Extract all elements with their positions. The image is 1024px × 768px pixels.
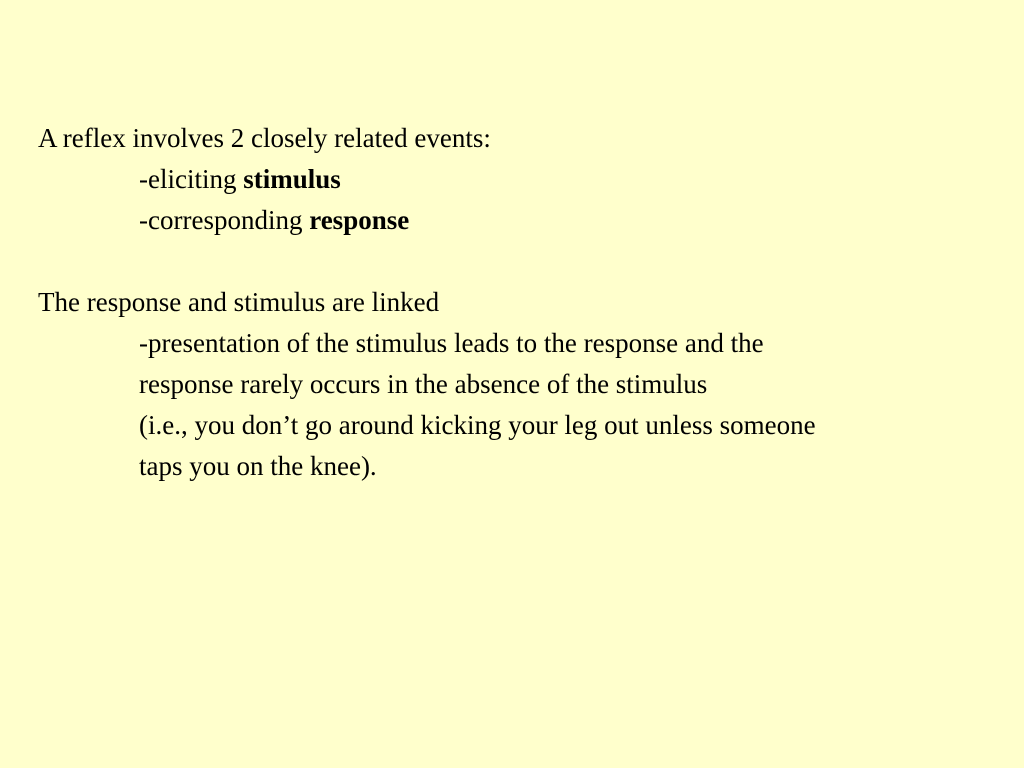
paragraph-line-2: response rarely occurs in the absence of the stimulus <box>139 369 708 399</box>
paragraph-line-1: -presentation of the stimulus leads to the response and the <box>139 328 764 358</box>
paragraph-line-4: taps you on the knee). <box>139 451 377 481</box>
bold-term-stimulus: stimulus <box>243 164 341 194</box>
intro-line-reflex: A reflex involves 2 closely related events: <box>38 123 491 153</box>
bold-term-response: response <box>309 205 410 235</box>
intro-line-linked: The response and stimulus are linked <box>38 287 440 317</box>
bullet-eliciting-stimulus <box>139 163 341 195</box>
bullet-corresponding-response <box>139 204 409 236</box>
paragraph-line-3: (i.e., you don’t go around kicking your leg out unless someone <box>139 410 816 440</box>
bullet-text: -corresponding <box>139 205 310 235</box>
bullet-text: -eliciting <box>139 164 244 194</box>
